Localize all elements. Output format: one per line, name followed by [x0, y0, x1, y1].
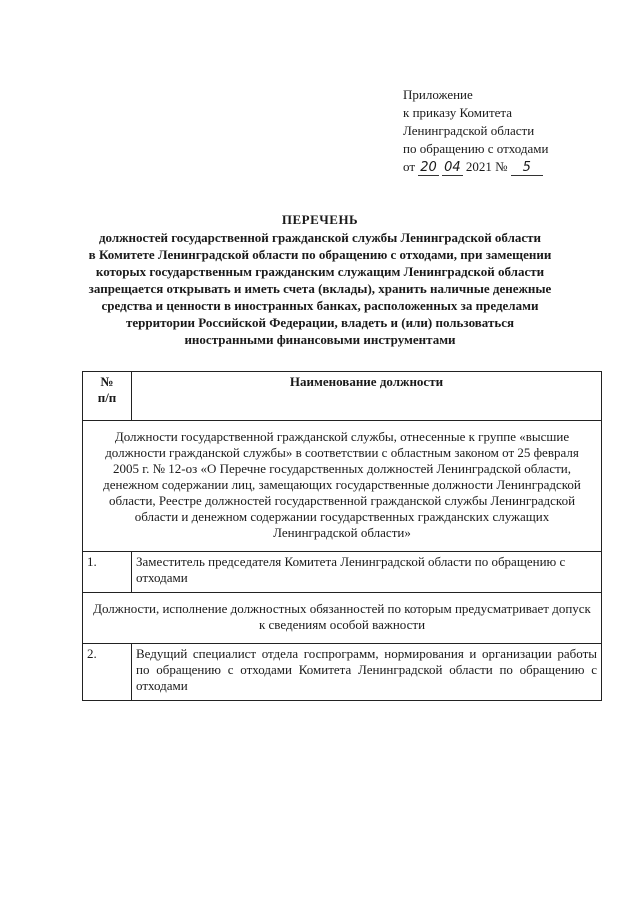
heading-line-3: которых государственным гражданским служащим Ленинградской области: [95, 264, 545, 279]
row-1-position: Заместитель председателя Комитета Ленинградской области по обращению с отходами: [132, 552, 602, 593]
date-day: 20: [420, 160, 437, 175]
table-header-row: [83, 372, 602, 421]
row-2-position: Ведущий специалист отдела госпрограмм, нормирования и организации работы по обращению с отходами Комитета Ленинградской области по обращению с отходами: [132, 644, 602, 701]
appendix-line-3: Ленинградской области: [403, 123, 535, 138]
header-position-name: Наименование должности: [132, 372, 602, 421]
heading-line-2: в Комитете Ленинградской области по обращению с отходами, при замещении: [88, 247, 552, 262]
heading-line-4: запрещается открывать и иметь счета (вклады), хранить наличные денежные: [88, 281, 552, 296]
heading-title: ПЕРЕЧЕНЬ: [281, 212, 359, 227]
group-row-1: Должности государственной гражданской службы, отнесенные к группе «высшие должности гражданской службы» в соответствии с областным законом от 25 февраля 2005 г. № 12-оз «О Перечне государственных должностей Ленинградской области, денежном содержании лиц, замещающих государственные должности Ленинградской области, Реестре должностей государственной гражданской службы Ленинградской области и денежном содержании государственных гражданских служащих Ленинградской области»: [83, 421, 602, 552]
order-number: 5: [511, 161, 543, 176]
row-1-number: 1.: [83, 552, 132, 593]
table-row: [83, 593, 602, 644]
heading-line-1: должностей государственной гражданской службы Ленинградской области: [98, 230, 542, 245]
appendix-block: [403, 86, 548, 176]
date-year: 2021 №: [465, 159, 508, 174]
document-heading: [60, 211, 580, 348]
appendix-line-4: по обращению с отходами: [403, 141, 549, 156]
header-number: № п/п: [83, 372, 132, 421]
date-month: 04: [444, 160, 461, 175]
heading-line-6: территории Российской Федерации, владеть и (или) пользоваться: [125, 315, 515, 330]
table-row: [83, 421, 602, 552]
row-2-number: 2.: [83, 644, 132, 701]
table-row: [83, 552, 602, 593]
heading-line-7: иностранными финансовыми инструментами: [184, 332, 456, 347]
heading-line-5: средства и ценности в иностранных банках, расположенных за пределами: [101, 298, 539, 313]
appendix-line-2: к приказу Комитета: [403, 105, 513, 120]
group-row-2: Должности, исполнение должностных обязанностей по которым предусматривает допуск к сведениям особой важности: [83, 593, 602, 644]
date-prefix: от: [403, 159, 416, 174]
appendix-date-line: [403, 158, 548, 176]
appendix-line-1: Приложение: [403, 87, 473, 102]
table-row: [83, 644, 602, 701]
positions-table: [82, 371, 602, 701]
